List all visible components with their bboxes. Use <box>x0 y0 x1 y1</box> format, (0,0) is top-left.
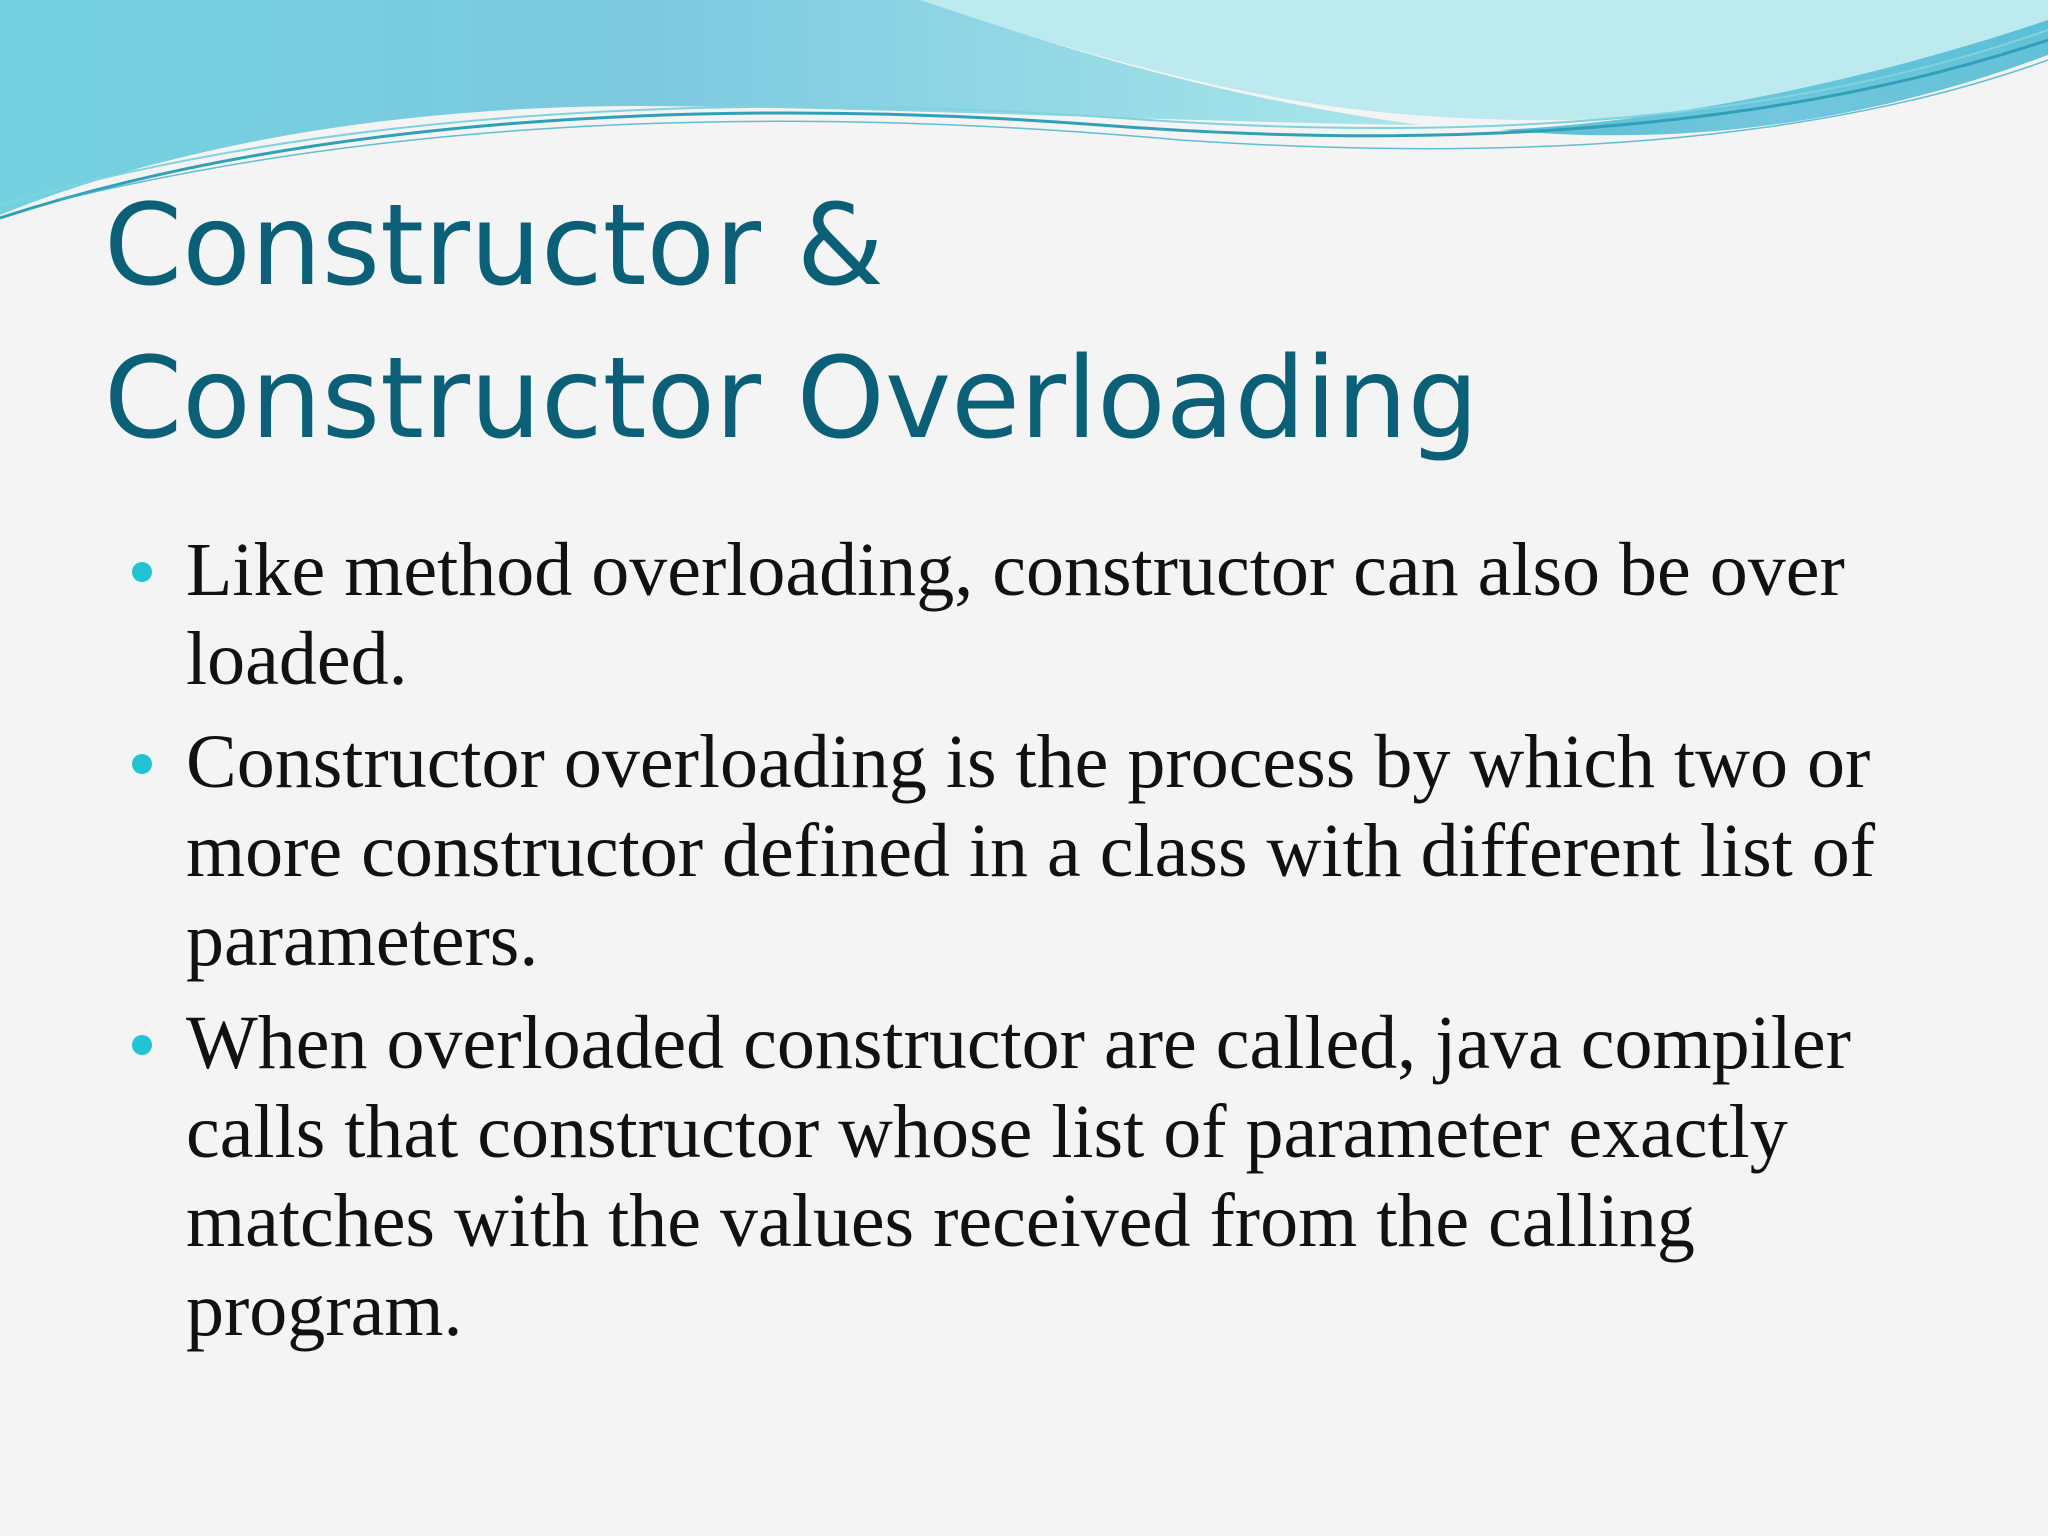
bullet-list <box>136 526 1936 1369</box>
bullet-text: Like method overloading, constructor can also be over loaded. <box>186 528 1845 701</box>
bullet-dot-icon <box>132 562 152 582</box>
bullet-item <box>136 999 1936 1355</box>
title-line-1: Constructor & <box>104 181 885 311</box>
bullet-dot-icon <box>132 1035 152 1055</box>
bullet-text: Constructor overloading is the process by which two or more constructor defined in a class with different list of parameters. <box>186 720 1876 982</box>
bullet-text: When overloaded constructor are called, java compiler calls that constructor whose list of parameter exactly matches with the values received from the calling program. <box>186 1001 1851 1352</box>
bullet-item <box>136 718 1936 985</box>
slide-title <box>104 170 1479 476</box>
bullet-dot-icon <box>132 754 152 774</box>
bullet-item <box>136 526 1936 704</box>
title-line-2: Constructor Overloading <box>104 334 1479 464</box>
